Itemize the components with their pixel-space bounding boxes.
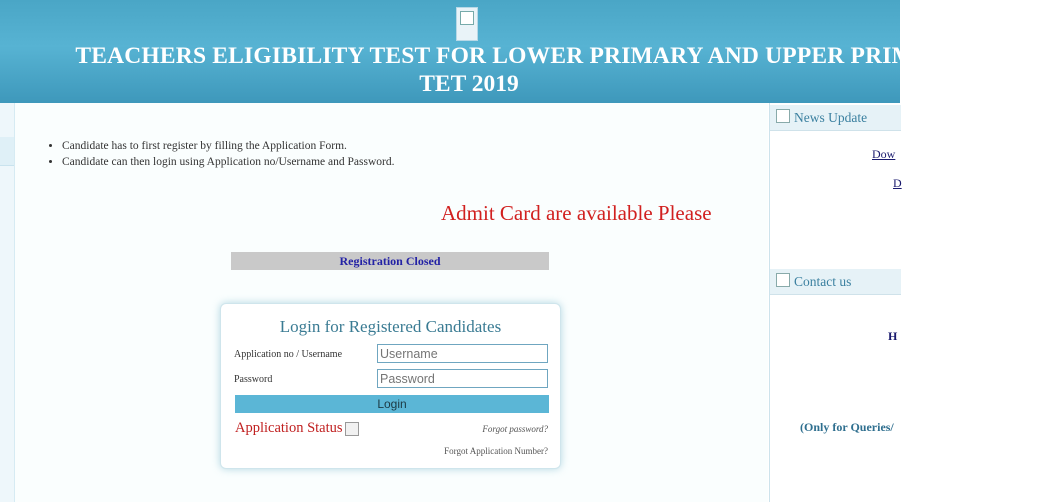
page-title: TEACHERS ELIGIBILITY TEST FOR LOWER PRIMARY AND UPPER PRIMARY xyxy=(75,43,965,69)
header-logo-image xyxy=(456,7,478,41)
site-header xyxy=(0,0,965,103)
username-input[interactable] xyxy=(377,344,548,363)
instructions-list xyxy=(40,138,394,170)
news-update-title: News Update xyxy=(794,110,868,125)
news-item-link[interactable]: Dow xyxy=(872,147,896,161)
application-status-link[interactable] xyxy=(235,420,359,437)
application-status-label: Application Status xyxy=(235,420,343,436)
news-item-link[interactable]: D xyxy=(893,176,902,190)
news-icon xyxy=(776,109,790,123)
contact-icon xyxy=(776,273,790,287)
password-input[interactable] xyxy=(377,369,548,388)
login-button[interactable]: Login xyxy=(235,395,549,413)
right-sidebar xyxy=(769,103,901,502)
login-title: Login for Registered Candidates xyxy=(279,317,502,336)
instruction-item: • Candidate can then login using Application no/Username and Password. xyxy=(62,154,394,170)
forgot-application-number-link[interactable]: Forgot Application Number? xyxy=(444,446,548,456)
username-label: Application no / Username xyxy=(234,349,343,360)
admit-card-marquee[interactable]: Admit Card are available Please xyxy=(441,201,712,225)
left-sidebar-strip xyxy=(0,103,15,502)
page-subtitle: TET 2019 xyxy=(419,71,519,97)
contact-us-header xyxy=(770,269,901,295)
contact-note: (Only for Queries/ xyxy=(800,420,894,434)
status-image xyxy=(345,422,359,436)
forgot-password-link[interactable]: Forgot password? xyxy=(482,424,548,434)
registration-status-bar: Registration Closed xyxy=(231,252,549,270)
instruction-item: • Candidate has to first register by filling the Application Form. xyxy=(62,138,394,154)
left-sidebar-tab[interactable] xyxy=(0,137,14,166)
password-label: Password xyxy=(234,374,273,385)
news-update-header xyxy=(770,105,901,131)
contact-us-title: Contact us xyxy=(794,274,852,289)
login-panel xyxy=(220,303,561,469)
contact-line: H xyxy=(888,329,898,343)
